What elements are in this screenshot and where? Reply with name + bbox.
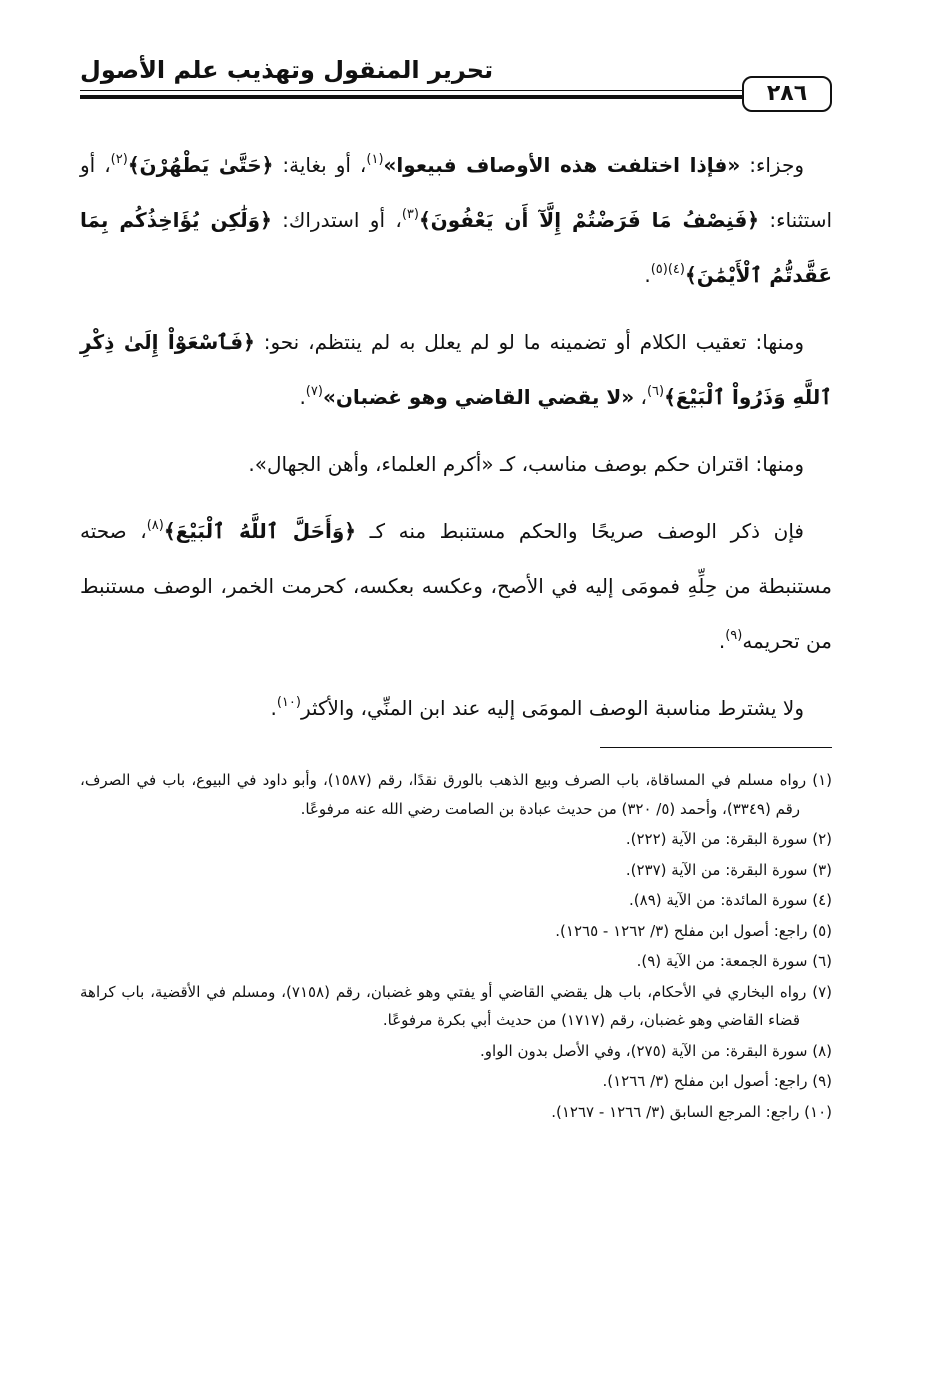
footnote-ref: (٦)	[646, 384, 665, 399]
text-run: وجزاء:	[740, 153, 804, 177]
footnote-ref: (٩)	[725, 628, 743, 643]
text-run: ، أو استثناء:	[80, 153, 833, 232]
footnote-3: (٣) سورة البقرة: من الآية (٢٣٧).	[625, 860, 832, 879]
footnote-separator	[600, 747, 832, 748]
paragraph-association	[80, 437, 832, 492]
text-run: .	[299, 385, 306, 409]
text-run: ، صحته مستنبطة من حِلِّهِ فمومَى إليه في الأصح، وعكسه بعكسه، كحرمت الخمر، الوصف مستنبط من تحريمه	[80, 519, 832, 653]
text-run: ، أو استدراك:	[271, 208, 402, 232]
footnote-2: (٢) سورة البقرة: من الآية (٢٢٢).	[625, 830, 832, 848]
page-number-badge: ٢٨٦	[742, 76, 832, 112]
text-run: فإن ذكر الوصف صريحًا والحكم مستنبط منه كـ	[356, 519, 804, 543]
quran-quote: ﴿فَٱسْعَوْاْ إِلَىٰ ذِكْرِ ٱللَّهِ وَذَرُواْ ٱلْبَيْعَ﴾	[80, 330, 832, 409]
paragraph-sequencing	[80, 315, 832, 425]
footnote-ref: (٤)(٥)	[650, 262, 685, 277]
book-title: تحرير المنقول وتهذيب علم الأصول	[80, 56, 494, 84]
text-run: ،	[634, 385, 647, 409]
footnote-6: (٦) سورة الجمعة: من الآية (٩).	[636, 952, 832, 970]
main-text	[80, 138, 832, 748]
footnote-10: (١٠) راجع: المرجع السابق (٣/ ١٢٦٦ - ١٢٦٧).	[551, 1102, 832, 1121]
footnote-7: (٧) رواه البخاري في الأحكام، باب هل يقضي القاضي أو يفتي وهو غضبان، رقم (٧١٥٨)، ومسلم في الأقضية، باب كراهة قضاء القاضي وهو غضبان، رقم (١٧١٧) من حديث أبي بكرة مرفوعًا.	[80, 982, 833, 1029]
quran-quote: ﴿وَأَحَلَّ ٱللَّهُ ٱلْبَيْعَ﴾	[163, 519, 357, 543]
footnote-ref: (١٠)	[276, 695, 301, 710]
header-rule-thick	[80, 95, 768, 99]
quran-quote: ﴿فَنِصْفُ مَا فَرَضْتُمْ إِلَّآ أَن يَعْفُونَ﴾	[418, 208, 760, 232]
footnote-ref: (٢)	[110, 152, 128, 167]
running-header	[80, 52, 832, 112]
footnotes	[80, 766, 832, 1128]
text-run: .	[718, 629, 726, 653]
footnote-4: (٤) سورة المائدة: من الآية (٨٩).	[629, 891, 832, 909]
quran-quote: ﴿حَتَّىٰ يَطْهُرْنَ﴾	[127, 153, 274, 177]
text-run: .	[270, 696, 277, 720]
text-run: ومنها: اقتران حكم بوصف مناسب، كـ «أكرم العلماء، وأهن الجهال».	[248, 452, 804, 476]
paragraph-explicit-description	[80, 504, 832, 669]
footnote-ref: (١)	[366, 152, 384, 167]
footnote-ref: (٣)	[401, 207, 419, 222]
footnote-ref: (٨)	[146, 518, 164, 533]
hadith-quote: «فإذا اختلفت هذه الأوصاف فبيعوا»	[383, 153, 741, 177]
header-rule-thin	[80, 90, 768, 91]
paragraph-conditions	[80, 138, 832, 303]
footnote-5: (٥) راجع: أصول ابن مفلح (٣/ ١٢٦٢ - ١٢٦٥).	[555, 921, 832, 940]
footnote-9: (٩) راجع: أصول ابن مفلح (٣/ ١٢٦٦).	[602, 1072, 832, 1090]
footnote-8: (٨) سورة البقرة: من الآية (٢٧٥)، وفي الأصل بدون الواو.	[480, 1041, 832, 1060]
paragraph-suitability	[80, 681, 832, 736]
text-run: .	[644, 263, 651, 287]
footnote-ref: (٧)	[305, 384, 323, 399]
hadith-quote: «لا يقضي القاضي وهو غضبان»	[322, 385, 635, 409]
quran-quote: ﴿وَلَٰكِن يُؤَاخِذُكُم بِمَا عَقَّدتُّمُ ٱلْأَيْمَٰنَ﴾	[80, 208, 832, 287]
text-run: ولا يشترط مناسبة الوصف المومَى إليه عند ابن المنِّي، والأكثر	[300, 696, 804, 720]
text-run: ، أو بغاية:	[273, 153, 367, 177]
footnote-1: (١) رواه مسلم في المساقاة، باب الصرف وبيع الذهب بالورق نقدًا، رقم (١٥٨٧)، وأبو داود في البيوع، باب في الصرف، رقم (٣٣٤٩)، وأحمد (٥/ ٣٢٠) من حديث عبادة بن الصامت رضي الله عنه مرفوعًا.	[80, 771, 832, 818]
text-run: ومنها: تعقيب الكلام أو تضمينه ما لو لم يعلل به لم ينتظم، نحو:	[254, 330, 804, 354]
